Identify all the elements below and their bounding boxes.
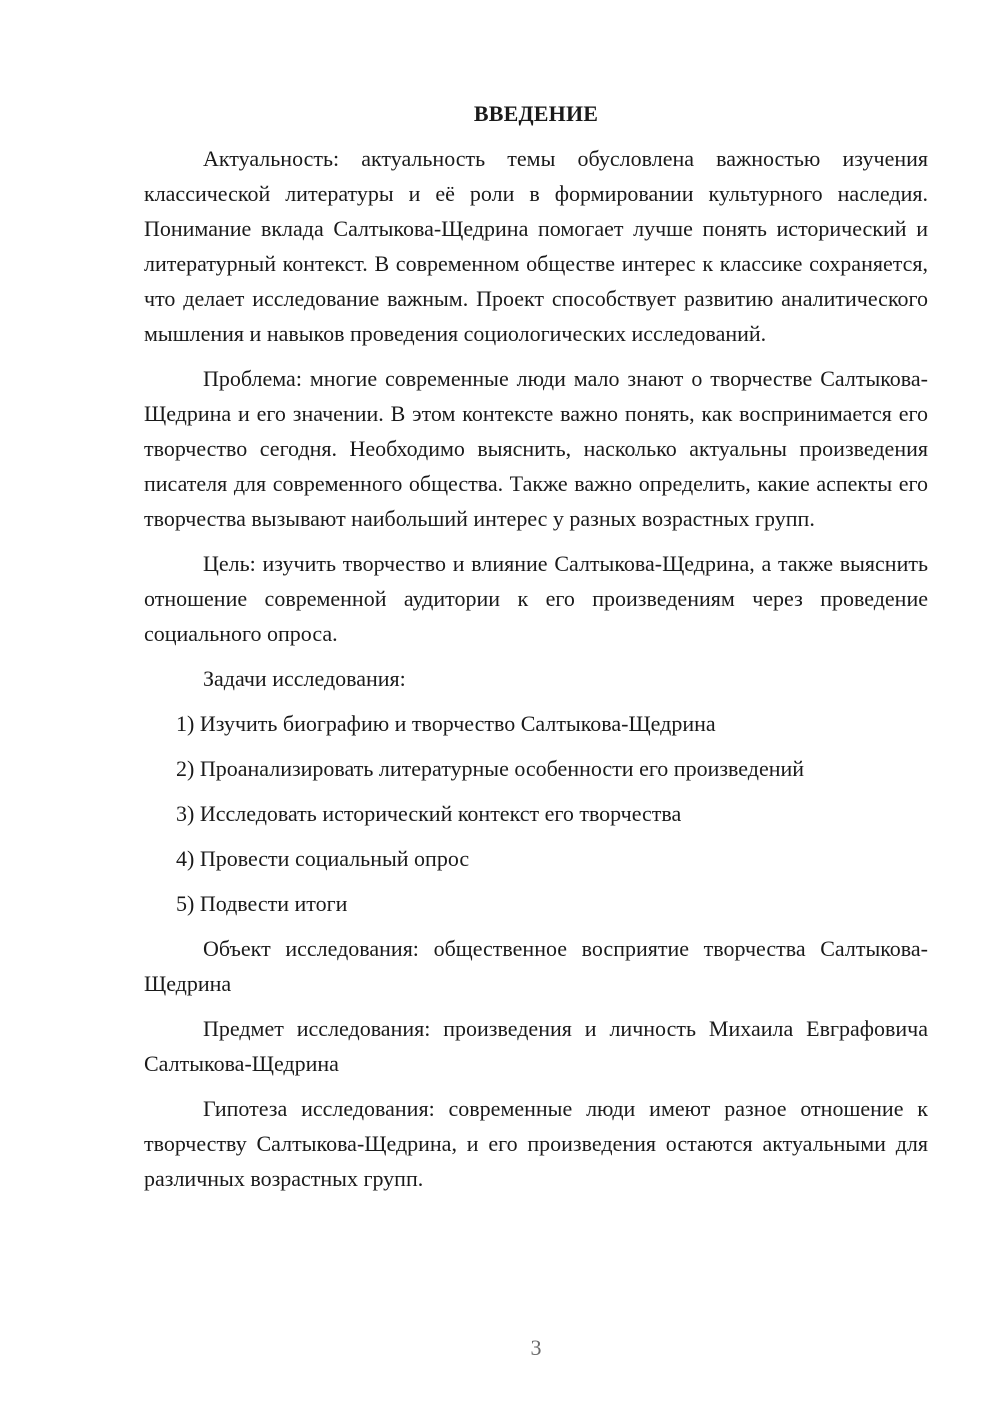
subject-paragraph: Предмет исследования: произведения и личность Михаила Евграфовича Салтыкова-Щедрина [144,1016,928,1076]
section-heading: ВВЕДЕНИЕ [473,101,599,126]
task-item-3: 3) Исследовать исторический контекст его творчества [176,801,682,826]
hypothesis-paragraph: Гипотеза исследования: современные люди имеют разное отношение к творчеству Салтыкова-Щедрина, и его произведения остаются актуальными для различных возрастных групп. [144,1096,928,1191]
page-number: 3 [530,1335,542,1360]
page-content [144,96,928,1206]
goal-paragraph: Цель: изучить творчество и влияние Салтыкова-Щедрина, а также выяснить отношение современной аудитории к его произведениям через проведение социального опроса. [144,551,928,646]
object-paragraph: Объект исследования: общественное восприятие творчества Салтыкова-Щедрина [144,936,928,996]
task-item-4: 4) Провести социальный опрос [176,846,470,871]
relevance-paragraph: Актуальность: актуальность темы обусловлена важностью изучения классической литературы и её роли в формировании культурного наследия. Понимание вклада Салтыкова-Щедрина помогает лучше понять исторический и литературный контекст. В современном обществе интерес к классике сохраняется, что делает исследование важным. Проект способствует развитию аналитического мышления и навыков проведения социологических исследований. [144,146,928,346]
task-item-5: 5) Подвести итоги [176,891,348,916]
task-item-2: 2) Проанализировать литературные особенности его произведений [176,756,805,781]
tasks-title: Задачи исследования: [203,666,406,691]
task-item-1: 1) Изучить биографию и творчество Салтыкова-Щедрина [176,711,716,736]
problem-paragraph: Проблема: многие современные люди мало знают о творчестве Салтыкова-Щедрина и его значении. В этом контексте важно понять, как воспринимается его творчество сегодня. Необходимо выяснить, насколько актуальны произведения писателя для современного общества. Также важно определить, какие аспекты его творчества вызывают наибольший интерес у разных возрастных групп. [144,366,928,531]
tasks-list [144,706,928,921]
